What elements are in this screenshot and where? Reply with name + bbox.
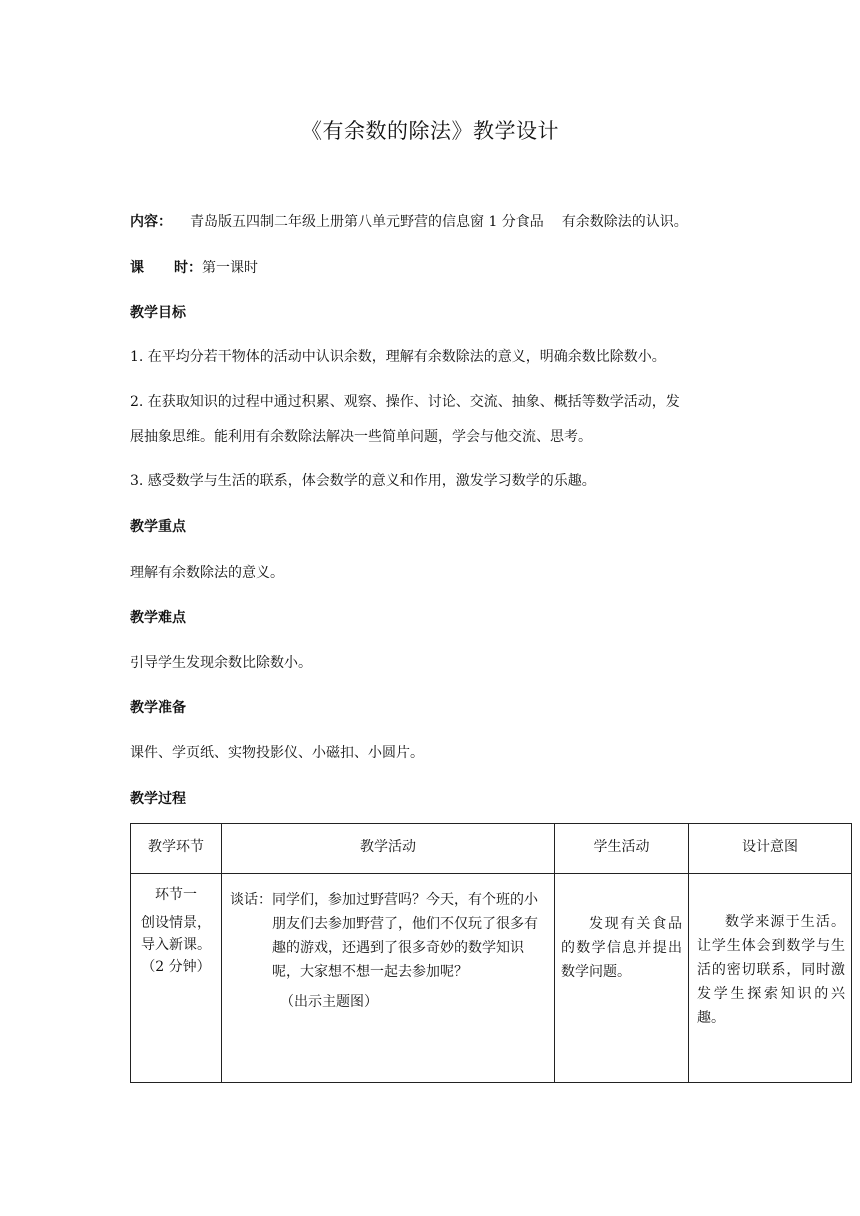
header-intent: 设计意图 xyxy=(689,824,852,874)
lesson-time-label-a: 课 xyxy=(130,260,144,276)
difficulty-text: 引导学生发现余数比除数小。 xyxy=(130,655,312,671)
content-text-2: 有余数除法的认识。 xyxy=(561,214,688,230)
activity-text: 同学们，参加过野营吗？今天，有个班的小朋友们去参加野营了，他们不仅玩了很多有趣的游戏，还遇到了很多奇妙的数学知识呢，大家想不想一起去参加呢？ xyxy=(272,892,538,980)
content-text: 青岛版五四制二年级上册第八单元野营的信息窗 1 分食品 xyxy=(190,214,544,230)
goal-item-3: 3. 感受数学与生活的联系，体会数学的意义和作用，激发学习数学的乐趣。 xyxy=(130,473,596,489)
process-table xyxy=(130,823,852,1083)
difficulty-heading: 教学难点 xyxy=(130,610,186,626)
content-line xyxy=(130,211,688,231)
student-text: 发现有关食品的数学信息并提出数学问题。 xyxy=(561,916,682,980)
preparation-heading: 教学准备 xyxy=(130,700,186,716)
document-title: 《有余数的除法》教学设计 xyxy=(301,119,559,143)
table-header-row xyxy=(131,824,852,874)
header-stage: 教学环节 xyxy=(131,824,222,874)
content-label: 内容： xyxy=(130,214,172,230)
activity-note: （出示主题图） xyxy=(280,994,378,1010)
key-point-text: 理解有余数除法的意义。 xyxy=(130,565,284,581)
stage-cell xyxy=(131,874,222,1083)
intent-text: 数学来源于生活。让学生体会到数学与生活的密切联系，同时激发学生探索知识的兴趣。 xyxy=(697,914,845,1026)
table-row xyxy=(131,874,852,1083)
lesson-time-value: 第一课时 xyxy=(202,260,258,276)
goal-item-2: 2. 在获取知识的过程中通过积累、观察、操作、讨论、交流、抽象、概括等数学活动，发 xyxy=(130,394,680,410)
lesson-time-label-b: 时： xyxy=(174,260,202,276)
stage-line-4: （2 分钟） xyxy=(141,959,211,975)
preparation-text: 课件、学页纸、实物投影仪、小磁扣、小圆片。 xyxy=(130,745,424,761)
goal-item-1: 1. 在平均分若干物体的活动中认识余数，理解有余数除法的意义，明确余数比除数小。 xyxy=(130,349,666,365)
activity-cell xyxy=(222,874,555,1083)
student-cell xyxy=(555,874,689,1083)
header-activity: 教学活动 xyxy=(222,824,555,874)
activity-lead: 谈话： xyxy=(230,892,272,908)
goals-heading: 教学目标 xyxy=(130,305,186,321)
intent-cell xyxy=(689,874,852,1083)
stage-line-1: 环节一 xyxy=(155,887,197,903)
stage-line-3: 导入新课。 xyxy=(141,937,211,953)
process-heading: 教学过程 xyxy=(130,791,186,807)
header-student: 学生活动 xyxy=(555,824,689,874)
goal-item-2-continued: 展抽象思维。能利用有余数除法解决一些简单问题，学会与他交流、思考。 xyxy=(130,429,592,445)
key-point-heading: 教学重点 xyxy=(130,519,186,535)
stage-line-2: 创设情景， xyxy=(141,915,211,931)
lesson-time-line xyxy=(130,257,258,277)
